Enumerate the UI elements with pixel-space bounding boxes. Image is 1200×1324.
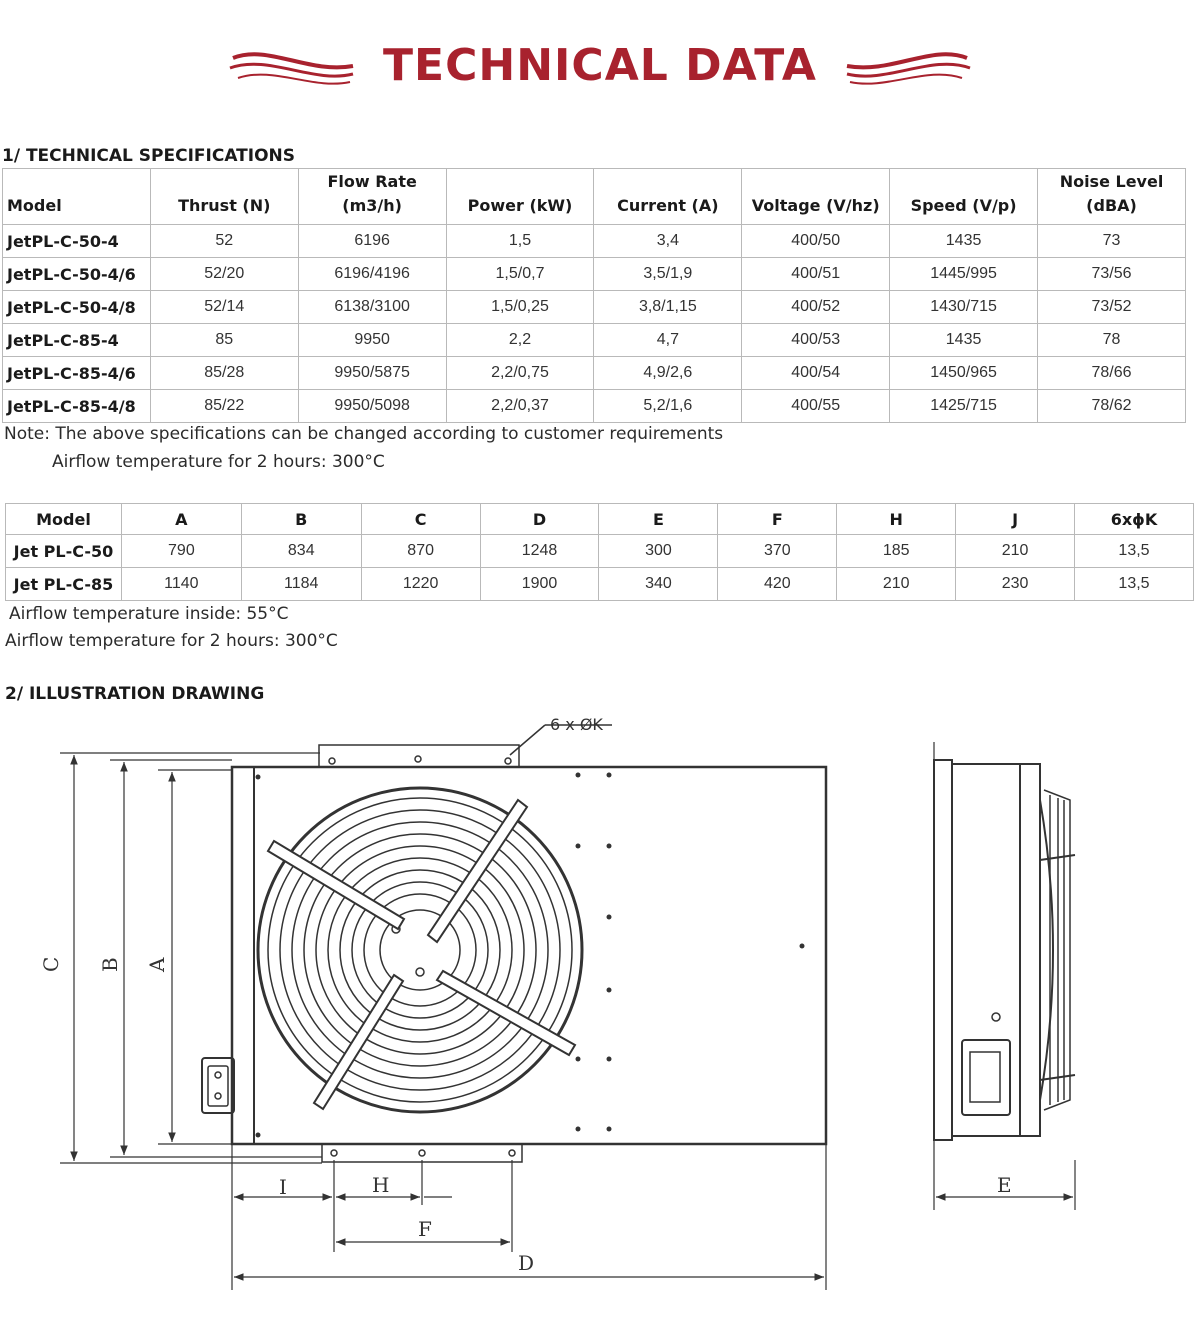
top-mounting-bracket <box>319 745 519 767</box>
table-row <box>6 535 1194 568</box>
table-cell: 790 <box>121 535 241 568</box>
table-cell: 6196/4196 <box>298 258 446 291</box>
table-cell: 1140 <box>121 568 241 601</box>
specs-header-cell: Flow Rate (m3/h) <box>298 169 446 225</box>
dimensions-header-cell: Model <box>6 504 122 535</box>
model-cell: JetPL-C-50-4 <box>3 225 151 258</box>
table-cell: 1,5/0,25 <box>446 291 594 324</box>
table-cell: 4,9/2,6 <box>594 357 742 390</box>
dimensions-note-inside: Airflow temperature inside: 55°C <box>9 604 289 624</box>
table-cell: 185 <box>837 535 956 568</box>
table-cell: 210 <box>956 535 1075 568</box>
table-cell: 400/51 <box>742 258 890 291</box>
table-cell: 9950/5875 <box>298 357 446 390</box>
table-row <box>6 568 1194 601</box>
table-cell: 85/28 <box>150 357 298 390</box>
table-cell: 85/22 <box>150 390 298 423</box>
illustration-drawing <box>0 705 1200 1305</box>
table-cell: 1248 <box>480 535 599 568</box>
table-cell: 3,5/1,9 <box>594 258 742 291</box>
model-cell: JetPL-C-85-4 <box>3 324 151 357</box>
table-cell: 1,5 <box>446 225 594 258</box>
junction-box <box>202 1058 234 1113</box>
table-cell: 78/66 <box>1038 357 1186 390</box>
section-drawing-title: 2/ ILLUSTRATION DRAWING <box>5 684 265 704</box>
table-row <box>3 291 1186 324</box>
table-cell: 2,2 <box>446 324 594 357</box>
table-cell: 420 <box>718 568 837 601</box>
specs-header-row <box>3 169 1186 225</box>
dimensions-header-cell: A <box>121 504 241 535</box>
table-row <box>3 324 1186 357</box>
dimensions-header-cell: B <box>241 504 361 535</box>
table-cell: 230 <box>956 568 1075 601</box>
table-cell: 400/54 <box>742 357 890 390</box>
specs-header-cell: Noise Level (dBA) <box>1038 169 1186 225</box>
dimensions-header-cell: 6xϕK <box>1074 504 1193 535</box>
dim-label-h: H <box>372 1173 390 1197</box>
table-cell: 52 <box>150 225 298 258</box>
table-cell: 834 <box>241 535 361 568</box>
table-cell: 2,2/0,75 <box>446 357 594 390</box>
table-cell: 1450/965 <box>890 357 1038 390</box>
table-cell: 9950/5098 <box>298 390 446 423</box>
specs-note: Note: The above specifications can be changed according to customer requirements <box>4 424 724 444</box>
dim-label-i: I <box>279 1175 287 1199</box>
table-row <box>3 225 1186 258</box>
specs-header-cell: Current (A) <box>594 169 742 225</box>
specs-header-cell: Speed (V/p) <box>890 169 1038 225</box>
table-cell: 400/55 <box>742 390 890 423</box>
model-cell: JetPL-C-85-4/8 <box>3 390 151 423</box>
table-cell: 6138/3100 <box>298 291 446 324</box>
hole-label: 6 x ØK <box>550 715 603 734</box>
right-swoosh-icon <box>842 44 972 88</box>
specs-header-cell: Power (kW) <box>446 169 594 225</box>
table-cell: 73/52 <box>1038 291 1186 324</box>
dimensions-header-cell: C <box>361 504 480 535</box>
specs-header-cell: Voltage (V/hz) <box>742 169 890 225</box>
dimensions-note-temperature: Airflow temperature for 2 hours: 300°C <box>5 631 338 651</box>
model-cell: Jet PL-C-50 <box>6 535 122 568</box>
dim-label-e: E <box>997 1173 1012 1197</box>
model-cell: Jet PL-C-85 <box>6 568 122 601</box>
table-cell: 1445/995 <box>890 258 1038 291</box>
dimensions-header-cell: D <box>480 504 599 535</box>
table-cell: 85 <box>150 324 298 357</box>
dimensions-header-cell: J <box>956 504 1075 535</box>
dim-label-a: A <box>145 957 169 972</box>
dim-label-b: B <box>98 957 122 972</box>
table-cell: 1435 <box>890 324 1038 357</box>
table-cell: 6196 <box>298 225 446 258</box>
dim-label-c: C <box>39 956 63 972</box>
model-cell: JetPL-C-50-4/6 <box>3 258 151 291</box>
table-cell: 3,4 <box>594 225 742 258</box>
dimensions-header-cell: E <box>599 504 718 535</box>
table-cell: 1425/715 <box>890 390 1038 423</box>
dim-label-f: F <box>418 1217 432 1241</box>
page-title: TECHNICAL DATA <box>383 40 817 91</box>
table-cell: 1184 <box>241 568 361 601</box>
table-cell: 1430/715 <box>890 291 1038 324</box>
specs-header-cell: Model <box>3 169 151 225</box>
table-cell: 73/56 <box>1038 258 1186 291</box>
table-cell: 9950 <box>298 324 446 357</box>
table-cell: 52/14 <box>150 291 298 324</box>
specs-table <box>2 168 1186 423</box>
model-cell: JetPL-C-85-4/6 <box>3 357 151 390</box>
table-cell: 3,8/1,15 <box>594 291 742 324</box>
table-cell: 52/20 <box>150 258 298 291</box>
dimensions-header-row <box>6 504 1194 535</box>
table-cell: 2,2/0,37 <box>446 390 594 423</box>
table-cell: 400/50 <box>742 225 890 258</box>
section-specs-title: 1/ TECHNICAL SPECIFICATIONS <box>2 146 296 166</box>
table-row <box>3 357 1186 390</box>
table-cell: 340 <box>599 568 718 601</box>
table-cell: 870 <box>361 535 480 568</box>
table-cell: 5,2/1,6 <box>594 390 742 423</box>
page-header <box>0 30 1200 100</box>
table-cell: 400/53 <box>742 324 890 357</box>
specs-header-cell: Thrust (N) <box>150 169 298 225</box>
table-cell: 4,7 <box>594 324 742 357</box>
dim-label-d: D <box>518 1251 535 1275</box>
table-cell: 1435 <box>890 225 1038 258</box>
table-cell: 78/62 <box>1038 390 1186 423</box>
table-cell: 400/52 <box>742 291 890 324</box>
dimensions-header-cell: H <box>837 504 956 535</box>
table-cell: 13,5 <box>1074 568 1193 601</box>
side-view <box>934 742 1075 1210</box>
dimensions-header-cell: F <box>718 504 837 535</box>
table-cell: 210 <box>837 568 956 601</box>
table-cell: 1220 <box>361 568 480 601</box>
table-cell: 300 <box>599 535 718 568</box>
table-cell: 370 <box>718 535 837 568</box>
table-row <box>3 390 1186 423</box>
table-cell: 1900 <box>480 568 599 601</box>
dimensions-table <box>5 503 1194 601</box>
table-row <box>3 258 1186 291</box>
table-cell: 78 <box>1038 324 1186 357</box>
model-cell: JetPL-C-50-4/8 <box>3 291 151 324</box>
table-cell: 1,5/0,7 <box>446 258 594 291</box>
table-cell: 13,5 <box>1074 535 1193 568</box>
table-cell: 73 <box>1038 225 1186 258</box>
specs-note-temperature: Airflow temperature for 2 hours: 300°C <box>52 452 385 472</box>
